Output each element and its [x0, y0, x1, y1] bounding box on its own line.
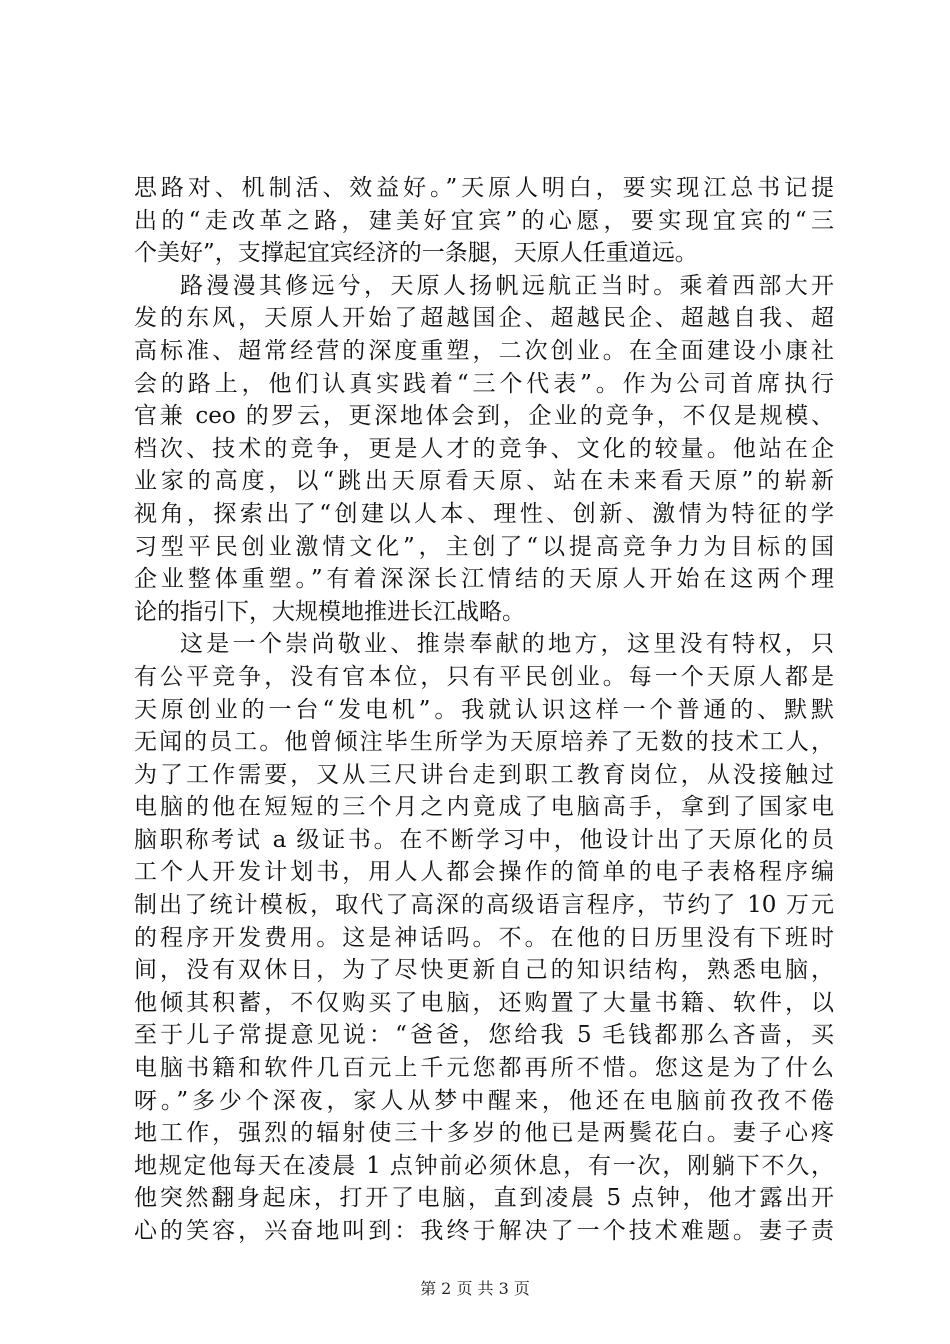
text-line: 他突然翻身起床，打开了电脑，直到凌晨 5 点钟，他才露出开 [134, 1185, 834, 1212]
text-line: 有公平竞争，没有官本位，只有平民创业。每一个天原人都是 [134, 663, 834, 690]
text-line: 工个人开发计划书，用人人都会操作的简单的电子表格程序编 [134, 859, 834, 886]
text-line: 业家的高度，以“跳出天原看天原、站在未来看天原”的崭新 [134, 468, 834, 495]
text-line: 这是一个崇尚敬业、推崇奉献的地方，这里没有特权，只 [180, 631, 834, 658]
text-line: 地工作，强烈的辐射使三十多岁的他已是两鬓花白。妻子心疼 [134, 1120, 834, 1147]
text-line: 个美好”，支撑起宜宾经济的一条腿，天原人任重道远。 [134, 240, 698, 267]
text-line: 论的指引下，大规模地推进长江战略。 [134, 598, 525, 625]
text-line: 天原创业的一台“发电机”。我就认识这样一个普通的、默默 [134, 696, 834, 723]
text-line: 无闻的员工。他曾倾注毕生所学为天原培养了无数的技术工人， [134, 729, 834, 756]
text-line: 地规定他每天在凌晨 1 点钟前必须休息，有一次，刚躺下不久， [134, 1152, 834, 1179]
text-line: 呀。”多少个深夜，家人从梦中醒来，他还在电脑前孜孜不倦 [134, 1087, 834, 1114]
text-line: 高标准、超常经营的深度重塑，二次创业。在全面建设小康社 [134, 337, 834, 364]
body-text [134, 172, 834, 1248]
text-line: 间，没有双休日，为了尽快更新自己的知识结构，熟悉电脑， [134, 957, 834, 984]
text-line: 路漫漫其修远兮，天原人扬帆远航正当时。乘着西部大开 [180, 272, 834, 299]
text-line: 至于儿子常提意见说：“爸爸，您给我 5 毛钱都那么吝啬，买 [134, 1022, 834, 1049]
text-line: 思路对、机制活、效益好。”天原人明白，要实现江总书记提 [134, 175, 834, 201]
text-line: 官兼 ceo 的罗云，更深地体会到，企业的竞争，不仅是规模、 [134, 403, 834, 430]
text-line: 档次、技术的竞争，更是人才的竞争、文化的较量。他站在企 [134, 435, 834, 462]
text-line: 习型平民创业激情文化”，主创了“以提高竞争力为目标的国 [134, 533, 834, 560]
text-line: 的程序开发费用。这是神话吗。不。在他的日历里没有下班时 [134, 924, 834, 951]
text-line: 脑职称考试 a 级证书。在不断学习中，他设计出了天原化的员 [134, 826, 834, 853]
text-line: 为了工作需要，又从三尺讲台走到职工教育岗位，从没接触过 [134, 761, 834, 788]
text-line: 电脑的他在短短的三个月之内竟成了电脑高手，拿到了国家电 [134, 794, 834, 821]
page-footer: 第 2 页 共 3 页 [420, 1279, 530, 1298]
text-line: 心的笑容，兴奋地叫到：我终于解决了一个技术难题。妻子责 [134, 1218, 834, 1244]
text-line: 企业整体重塑。”有着深深长江情结的天原人开始在这两个理 [134, 566, 834, 593]
text-line: 出的“走改革之路，建美好宜宾”的心愿，要实现宜宾的“三 [134, 207, 834, 234]
text-line: 电脑书籍和软件几百元上千元您都再所不惜。您这是为了什么 [134, 1055, 834, 1082]
text-line: 制出了统计模板，取代了高深的高级语言程序，节约了 10 万元 [134, 892, 834, 919]
text-line: 视角，探索出了“创建以人本、理性、创新、激情为特征的学 [134, 500, 834, 527]
text-line: 他倾其积蓄，不仅购买了电脑，还购置了大量书籍、软件，以 [134, 989, 834, 1016]
text-line: 会的路上，他们认真实践着“三个代表”。作为公司首席执行 [134, 370, 834, 397]
text-line: 发的东风，天原人开始了超越国企、超越民企、超越自我、超 [134, 305, 834, 332]
